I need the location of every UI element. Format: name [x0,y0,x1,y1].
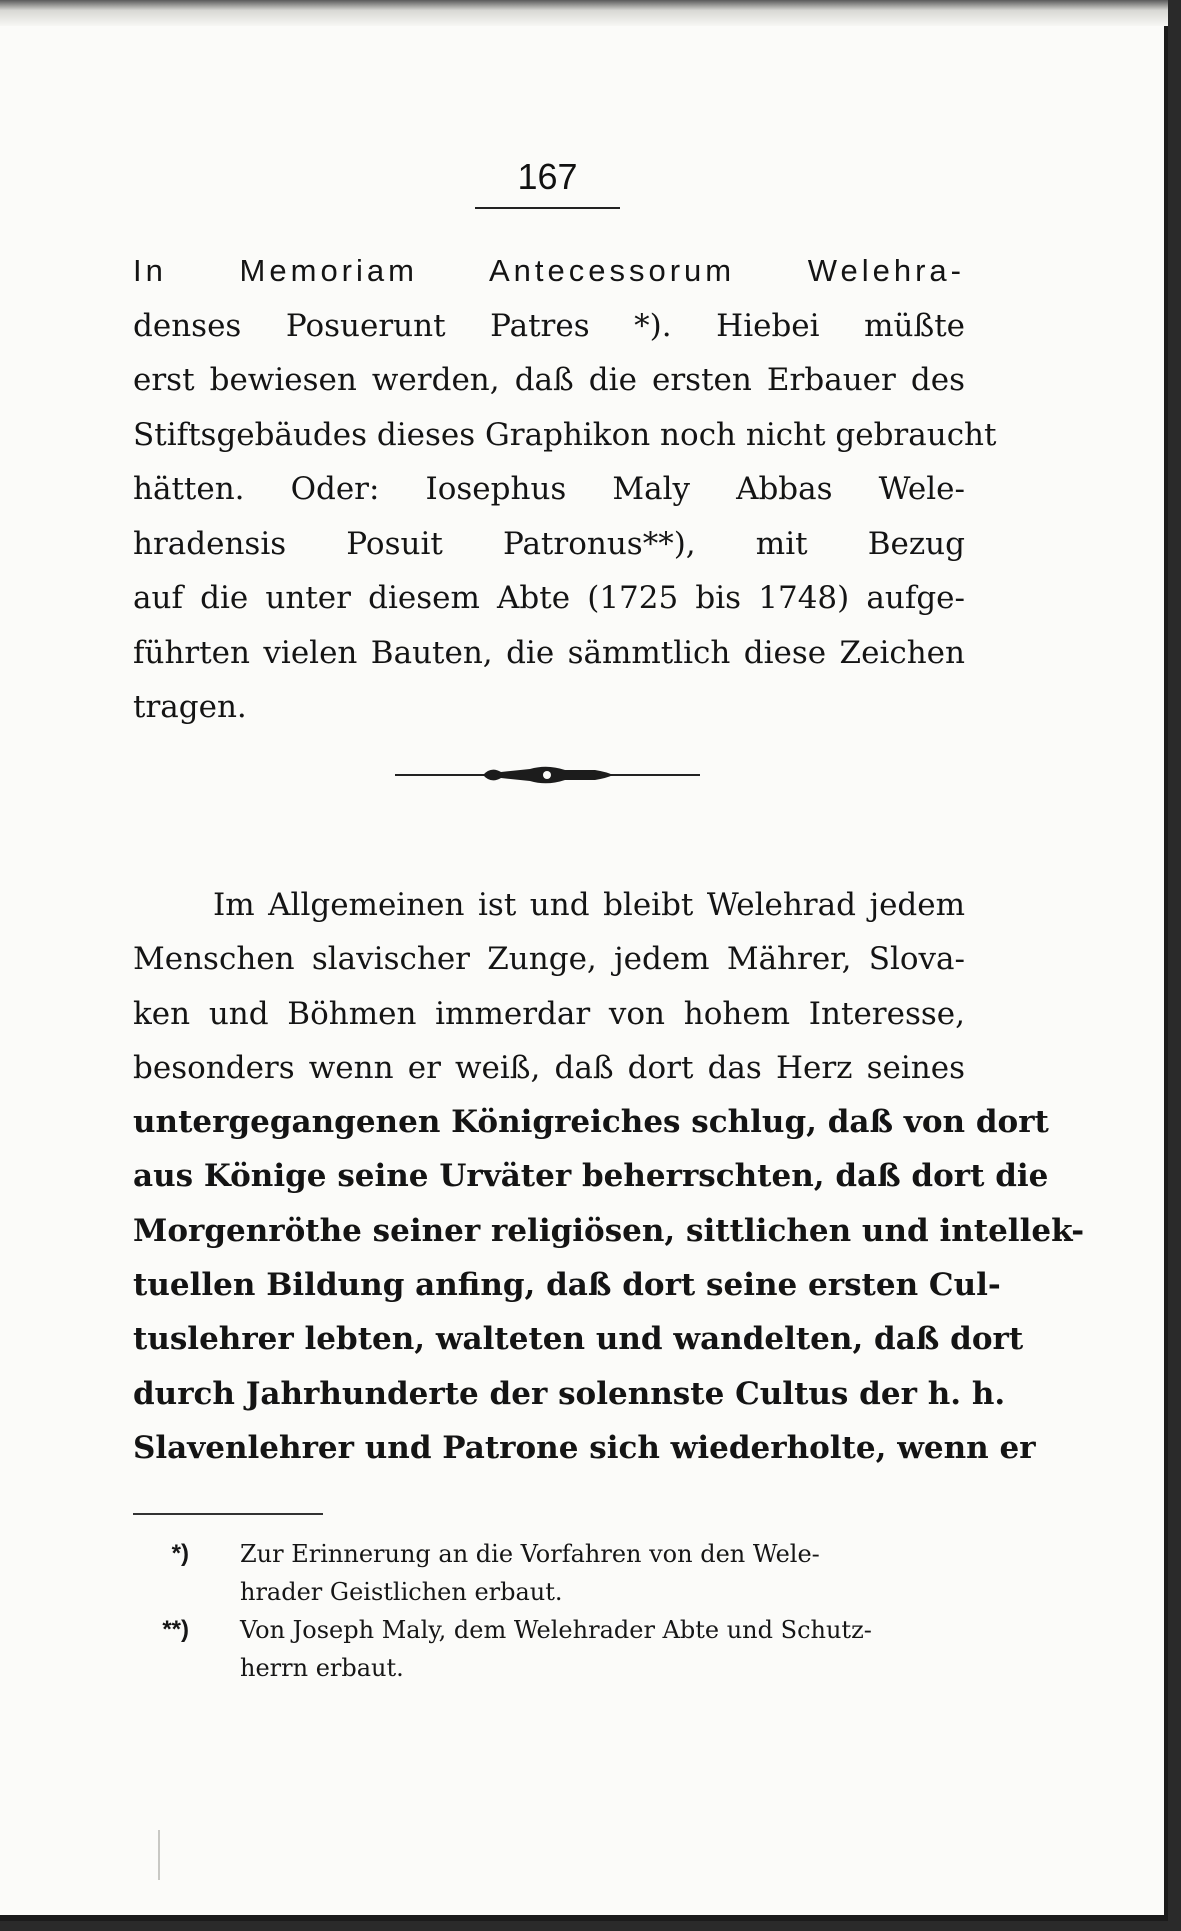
footnote-rule [133,1513,323,1515]
text-line: tragen. [133,689,247,725]
text-line: durch Jahrhunderte der solennste Cultus der h. h. [133,1375,1006,1412]
footnote-line: Von Joseph Maly, dem Welehrader Abte und Schutz- [240,1616,872,1644]
text-line: erst bewiesen werden, daß die ersten Erbauer des [133,362,965,398]
page-top-edge [0,0,1168,26]
text-line: tuellen Bildung anfing, daß dort seine ersten Cul- [133,1267,1001,1304]
text-line: tuslehrer lebten, walteten und wandelten, daß dort [133,1321,1024,1358]
footnote-line: herrn erbaut. [240,1654,404,1682]
page-number: 167 [517,156,578,197]
text-line: Menschen slavischer Zunge, jedem Mährer, Slova- [133,941,965,978]
footnote-marker: **) [162,1616,189,1643]
footnote-2 [162,1611,965,1687]
paragraph-1 [133,244,997,735]
text-line: denses Posuerunt Patres *). Hiebei müßte [133,307,965,344]
footnote-line: hrader Geistlichen erbaut. [240,1578,563,1606]
footnote-marker: *) [171,1540,189,1567]
footnotes [162,1535,965,1687]
text-line: Stiftsgebäudes dieses Graphikon noch nicht gebraucht [133,416,997,453]
section-divider-ornament [395,760,700,790]
text-line: führten vielen Bauten, die sämmtlich diese Zeichen [133,634,965,671]
page-number-rule [475,207,620,209]
text-line: auf die unter diesem Abte (1725 bis 1748) aufge- [133,580,965,616]
text-line: In Memoriam Antecessorum Welehra- [133,253,965,288]
footnote-line: Zur Erinnerung an die Vorfahren von den Wele- [240,1540,820,1568]
text-line: ken und Böhmen immerdar von hohem Interesse, [133,995,965,1032]
text-line: Morgenröthe seiner religiösen, sittlichen und intellek- [133,1212,1085,1249]
text-line: hradensis Posuit Patronus**), mit Bezug [133,525,965,562]
text-line: besonders wenn er weiß, daß dort das Herz seines [133,1049,965,1086]
text-line: Im Allgemeinen ist und bleibt Welehrad jedem [213,887,965,923]
text-line: hätten. Oder: Iosephus Maly Abbas Wele- [133,471,965,507]
text-line: aus Könige seine Urväter beherrschten, daß dort die [133,1158,1049,1195]
scan-mark [158,1830,160,1880]
paragraph-2 [133,878,1085,1475]
text-line: Slavenlehrer und Patrone sich wiederholte, wenn er [133,1429,1036,1466]
text-line: untergegangenen Königreiches schlug, daß von dort [133,1104,1049,1141]
footnote-1 [171,1535,965,1611]
